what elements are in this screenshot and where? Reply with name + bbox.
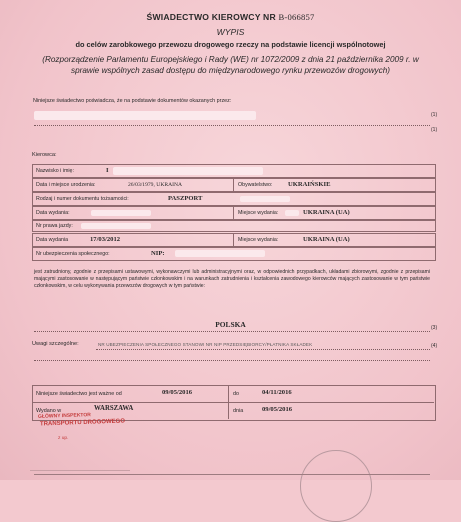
redacted-license bbox=[81, 223, 151, 229]
employment-paragraph: jest zatrudniony, zgodnie z przepisami ustawowymi, wykonawczymi lub administracyjnymi oraz, w odpowiednich przypadkach, układami zbiorowymi, zgodnie z przepisami mającymi zastosowanie w następującym państwie członkowskim i na warunkach zatrudnienia i kształcenia zawodowego kierowców mających zastosowanie w tym państwie członkowskim, w celu wykonywania przewozów drogowych w tym państwie: bbox=[34, 269, 430, 289]
document-title bbox=[0, 12, 461, 22]
validity-vdivider bbox=[228, 385, 229, 419]
valid-to-value: 04/11/2016 bbox=[262, 389, 292, 396]
footnote-marker-1: (1) bbox=[431, 112, 438, 118]
footnote-marker-2: (1) bbox=[431, 127, 438, 133]
birth-label: Data i miejsce urodzenia: bbox=[36, 182, 96, 188]
stamp-line-2: TRANSPORTU DROGOWEGO bbox=[39, 418, 126, 428]
redacted-issue-date bbox=[91, 210, 151, 216]
id-doc-value: PASZPORT bbox=[168, 195, 203, 202]
row-license bbox=[32, 220, 436, 232]
valid-from-label: Niniejsze świadectwo jest ważne od bbox=[36, 391, 122, 397]
dotted-line bbox=[96, 349, 430, 350]
redacted-mark bbox=[285, 210, 299, 216]
document-purpose: do celów zarobkowego przewozu drogowego rzeczy na podstawie licencji wspólnotowej bbox=[75, 40, 386, 49]
cell-divider bbox=[233, 207, 234, 219]
row-id-document bbox=[32, 192, 436, 206]
issued-in-value: WARSZAWA bbox=[94, 405, 134, 412]
ssn-value: NIP: bbox=[151, 250, 165, 257]
row-birth bbox=[32, 178, 436, 192]
license-label: Nr prawa jazdy: bbox=[36, 223, 73, 229]
row-issue-date-1 bbox=[32, 206, 436, 220]
citizenship-value: UKRAIŃSKIE bbox=[288, 181, 331, 188]
cell-divider bbox=[233, 179, 234, 191]
dotted-line bbox=[34, 331, 430, 332]
license-date-label: Data wydania bbox=[36, 237, 69, 243]
driver-section-label: Kierowca: bbox=[32, 152, 57, 158]
name-value: I bbox=[106, 167, 109, 174]
id-doc-label: Rodzaj i numer dokumentu tożsamości: bbox=[36, 196, 129, 202]
footnote-marker-4: (4) bbox=[431, 343, 438, 349]
issue-date-label: Data wydania: bbox=[36, 210, 70, 216]
license-place-value: UKRAINA (UA) bbox=[303, 236, 350, 243]
issued-in-label: Wydano w bbox=[36, 408, 62, 414]
stamp-line-1: GŁÓWNY INSPEKTOR bbox=[37, 412, 91, 420]
country-value: POLSKA bbox=[215, 320, 246, 329]
birth-value: 26/03/1979, UKRAINA bbox=[128, 182, 183, 188]
citizenship-label: Obywatelstwo: bbox=[238, 182, 273, 188]
issued-date-label: dnia bbox=[233, 408, 244, 414]
redacted-id-number bbox=[240, 196, 290, 202]
footnote-marker-3: (3) bbox=[431, 325, 438, 331]
row-social-security bbox=[32, 247, 436, 261]
cell-divider bbox=[233, 234, 234, 246]
ssn-label: Nr ubezpieczenia społecznego: bbox=[36, 251, 110, 257]
license-date-value: 17/03/2012 bbox=[90, 236, 121, 243]
title-text: ŚWIADECTWO KIEROWCY NR bbox=[146, 12, 276, 22]
certificate-number: B-066857 bbox=[278, 12, 315, 22]
valid-to-label: do bbox=[233, 391, 239, 397]
redacted-name bbox=[113, 167, 263, 175]
issued-date-value: 09/05/2016 bbox=[262, 406, 293, 413]
license-place-label: Miejsce wydania: bbox=[238, 237, 279, 243]
remarks-stamp: NR UBEZPIECZENIA SPOŁECZNEGO STANOWI NR NIP PRZEDSIĘBIORCY/PŁATNIKA SKŁADEK bbox=[98, 342, 313, 347]
intro-statement: Niniejsze świadectwo poświadcza, że na podstawie dokumentów okazanych przez: bbox=[33, 98, 232, 104]
row-issue-date-2 bbox=[32, 233, 436, 247]
valid-from-value: 09/05/2016 bbox=[162, 389, 193, 396]
dotted-line bbox=[34, 360, 430, 361]
row-name bbox=[32, 164, 436, 178]
stamp-line-4: z up. bbox=[58, 436, 69, 441]
redacted-issuer bbox=[34, 111, 256, 120]
signature-area bbox=[30, 456, 130, 471]
dotted-line bbox=[34, 125, 430, 126]
regulation-reference: (Rozporządzenie Parlamentu Europejskiego i Rady (WE) nr 1072/2009 z dnia 21 października 2009 r. w sprawie wspólnych zasad dostępu do międzynarodowego rynku przewozów drogowych) bbox=[42, 55, 419, 75]
remarks-label: Uwagi szczególne: bbox=[32, 341, 79, 347]
document-subtitle: WYPIS bbox=[216, 27, 245, 37]
name-label: Nazwisko i imię: bbox=[36, 168, 74, 174]
issue-place-label: Miejsce wydania: bbox=[238, 210, 279, 216]
redacted-ssn bbox=[175, 250, 265, 257]
official-seal bbox=[300, 450, 372, 522]
issue-place-value: UKRAINA (UA) bbox=[303, 209, 350, 216]
